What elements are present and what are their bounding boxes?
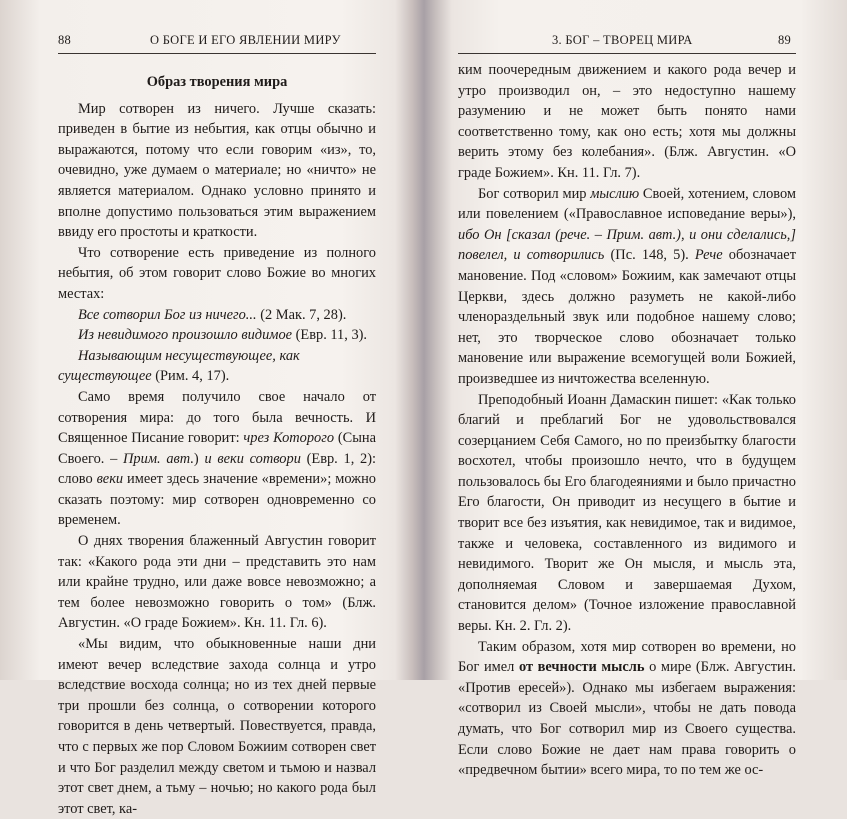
paragraph: «Мы видим, что обыкновенные наши дни имеют вечер вследствие захода солнца и утро вследствие восхода солнца; но из тех дней первые три прошли без солнца, о сотворении которого говорится в день четвертый. Повествуется, правда, что с первых же пор Словом Божиим сотворен свет и что Бог разделил между светом и тьмою и назвал этот свет днем, а тьму – ночью; но какого рода был этот свет, ка- — [58, 636, 376, 817]
left-body-text — [58, 60, 376, 819]
scripture-quote — [58, 325, 376, 346]
text-run: ) — [193, 450, 205, 467]
section-title: Образ творения мира — [146, 74, 288, 90]
italic-run: Рече — [694, 247, 723, 264]
text-run: (Евр. 1, 2): слово — [58, 450, 376, 488]
scripture-quote — [58, 346, 376, 387]
left-running-head: О БОГЕ И ЕГО ЯВЛЕНИИ МИРУ — [150, 33, 341, 47]
text-run: Таким образом, хотя мир сотворен во времени, но Бог имел — [458, 638, 796, 676]
paragraph: О днях творения блаженный Августин говорит так: «Какого рода эти дни – представить это нам или крайне трудно, или даже вовсе невозможно; а тем более невозможно говорить о том» (Блж. Августин. «О граде Божием». Кн. 11. Гл. 6). — [58, 533, 376, 632]
text-run: (Пс. 148, 5). — [604, 247, 695, 264]
right-body-text — [458, 60, 796, 781]
italic-run: Прим. авт. — [123, 450, 194, 467]
italic-run: чрез Которого — [243, 430, 335, 447]
italic-run: веки — [96, 471, 124, 488]
right-running-head: 3. БОГ – ТВОРЕЦ МИРА — [552, 33, 693, 47]
paragraph: ким поочередным движением и какого рода вечер и утро производил он, – это недоступно нашему разумению и не может быть понято нами соответственно тому, как оно есть; хотя мы должны верить этому без колебания». (Блж. Августин. «О граде Божием». Кн. 11. Гл. 7). — [458, 62, 796, 181]
quote-text: Называющим несуществующее, как существующее — [58, 347, 300, 385]
left-page-number: 88 — [58, 33, 72, 47]
quote-text: Из невидимого произошло видимое — [78, 327, 293, 344]
italic-run: мыслию — [590, 185, 640, 202]
text-run: обозначает мановение. Под «словом» Божиим, как замечают отцы Церкви, здесь должно разуметь не какой-либо членораздельный звук или подобное нашему слово; нет, это творческое слово обозначает только мановение или выражение всемогущей воли Божией, произведшее из ничтожества вселенную. — [458, 247, 796, 387]
text-run: Само время получило свое начало от сотворения мира: до того была вечность. И Священное Писание говорит: — [58, 388, 376, 447]
text-run: имеет здесь значение «времени»; можно сказать поэтому: мир сотворен одновременно со временем. — [58, 471, 376, 529]
quote-reference: (2 Мак. 7, 28). — [256, 306, 347, 323]
quote-reference: (Рим. 4, 17). — [151, 368, 230, 385]
text-run: Бог сотворил мир — [478, 185, 591, 202]
paragraph — [458, 637, 796, 781]
italic-run: и веки сотвори — [204, 450, 301, 467]
text-run: о мире (Блж. Августин. «Против ересей»). Однако мы избегаем выражения: «сотворил из Своей мысли», чтобы не дать повода думать, что Бог сотворил мир из Своего существа. Если слово Божие не дает нам права говорить о «предвечном бытии» всего мира, то по тем же ос- — [458, 659, 796, 779]
paragraph: Что сотворение есть приведение из полного небытия, об этом говорит слово Божие во многих местах: — [58, 244, 376, 302]
scripture-quote — [58, 305, 376, 326]
right-page-number: 89 — [778, 33, 792, 47]
paragraph — [458, 184, 796, 390]
text-run: (Сына Своего. – — [58, 430, 376, 467]
quote-reference: (Евр. 11, 3). — [292, 327, 368, 344]
quote-text: Все сотворил Бог из ничего... — [78, 306, 257, 323]
text-run: Своей, хотением, словом или повелением («Православное исповедание веры»), — [458, 185, 796, 223]
right-page — [424, 0, 847, 779]
left-page — [0, 0, 424, 817]
bold-run: от вечности мысль — [518, 659, 645, 676]
left-header-rule — [58, 53, 376, 54]
paragraph: Преподобный Иоанн Дамаскин пишет: «Как только благий и преблагий Бог не удовольствовался созерцанием Себя Самого, но по преизбытку благости восхотел, чтобы произошло нечто, что в будущем пользовалось бы Его благодеяниями и было причастно Его благости, Он приводит из несущего в бытие и творит все без изъятия, как невидимое, так и видимое, также и человека, составленного из видимого и невидимого. Творит же Он мысля, и мысль эта, дополняемая Словом и завершаемая Духом, становится делом» (Точное изложение православной веры. Кн. 2. Гл. 2). — [458, 391, 796, 635]
paragraph — [58, 387, 376, 531]
paragraph: Мир сотворен из ничего. Лучше сказать: приведен в бытие из небытия, как отцы обычно и выражаются, потому что если говорим «из», то, очевидно, уже думаем о материале; но «ничто» не является материалом. Однако условно принято и вполне допустимо пользоваться этим выражением ввиду его простоты и краткости. — [58, 100, 376, 241]
italic-run: ибо Он [сказал (рече. – Прим. авт.), и они сделались,] повелел, и сотворились — [458, 226, 796, 264]
right-header-rule — [458, 53, 796, 54]
